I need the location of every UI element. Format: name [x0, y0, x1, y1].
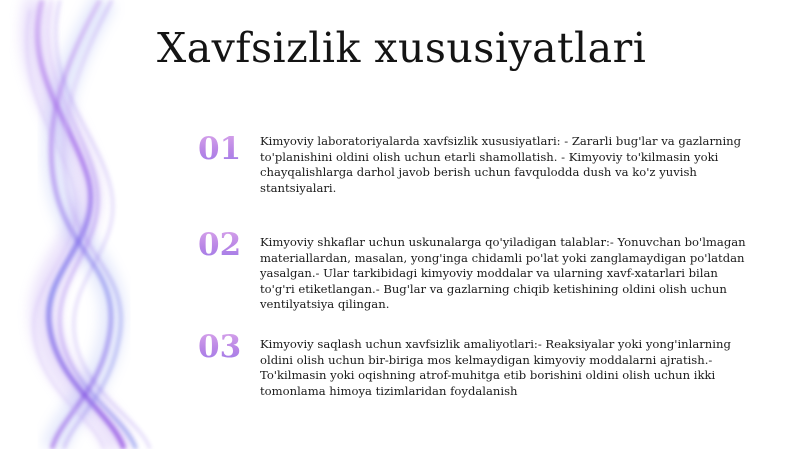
item-number: 01	[198, 132, 258, 166]
item-text: Kimyoviy laboratoriyalarda xavfsizlik xususiyatlari: - Zararli bug'lar va gazlarning to'planishini oldini olish uchun etarli shamollatish. - Kimyoviy to'kilmasin yoki chayqalishlarga darhol javob berish uchun favqulodda dush va ko'z yuvish stantsiyalari.	[260, 134, 742, 195]
item-number: 03	[198, 330, 258, 364]
item-text: Kimyoviy saqlash uchun xavfsizlik amaliyotlari:- Reaksiyalar yoki yong'inlarning oldini olish uchun bir-biriga mos kelmaydigan kimyoviy moddalarni ajratish.- To'kilmasin yoki oqishning atrof-muhitga etib borishini oldini olish uchun ikki tomonlama himoya tizimlaridan foydalanish	[260, 337, 731, 398]
slide-title: Xavfsizlik xususiyatlari	[157, 24, 647, 72]
item-number: 02	[198, 228, 258, 262]
item-text: Kimyoviy shkaflar uchun uskunalarga qo'yiladigan talablar:- Yonuvchan bo'lmagan materiallardan, masalan, yong'inga chidamli po'lat yoki zanglamaydigan po'latdan yasalgan.- Ular tarkibidagi kimyoviy moddalar va ularning xavf-xatarlari bilan to'g'ri etiketlangan.- Bug'lar va gazlarning chiqib ketishining oldini olish uchun ventilyatsiya qilingan.	[260, 235, 746, 312]
